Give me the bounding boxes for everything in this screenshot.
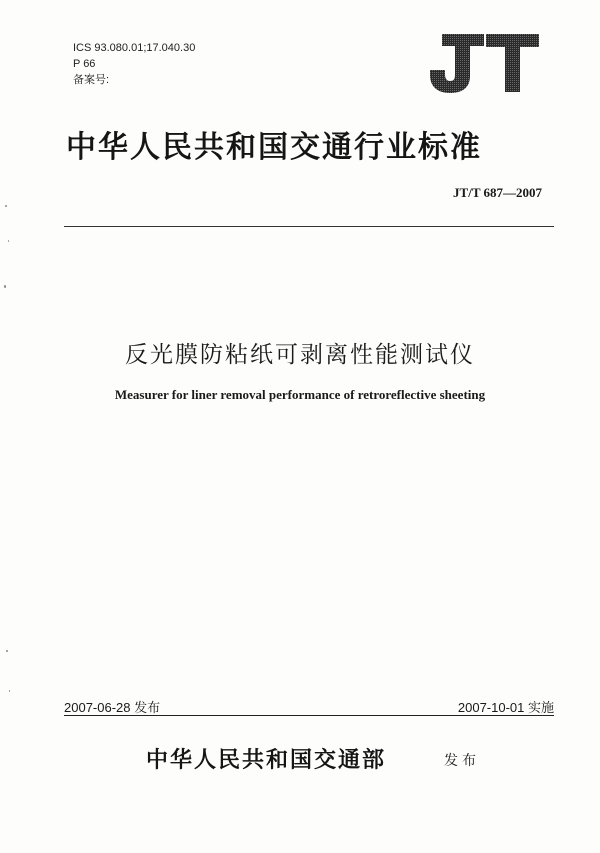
issued-label: 发布 — [444, 753, 480, 769]
header-meta — [73, 40, 195, 88]
scan-speck — [6, 650, 8, 652]
document-title-chinese: 反光膜防粘纸可剥离性能测试仪 — [125, 342, 475, 368]
ics-code: ICS 93.080.01;17.040.30 — [73, 42, 196, 54]
footer-divider — [64, 715, 554, 716]
release-date: 2007-06-28 发布 — [64, 700, 161, 715]
authority-heading: 中华人民共和国交通行业标准 — [66, 130, 482, 165]
classification-code: P 66 — [73, 58, 96, 70]
standard-number: JT/T 687—2007 — [453, 185, 542, 200]
issuing-authority: 中华人民共和国交通部 — [146, 747, 387, 773]
scan-speck — [9, 690, 10, 692]
filing-number-label: 备案号: — [73, 74, 110, 86]
jt-logo — [428, 32, 540, 94]
scan-speck — [8, 240, 9, 242]
scan-speck — [5, 205, 7, 207]
header-divider — [64, 226, 554, 227]
scan-speck — [4, 285, 6, 288]
document-title-english: Measurer for liner removal performance of retroreflective sheeting — [114, 387, 486, 402]
implementation-date: 2007-10-01 实施 — [457, 700, 554, 715]
